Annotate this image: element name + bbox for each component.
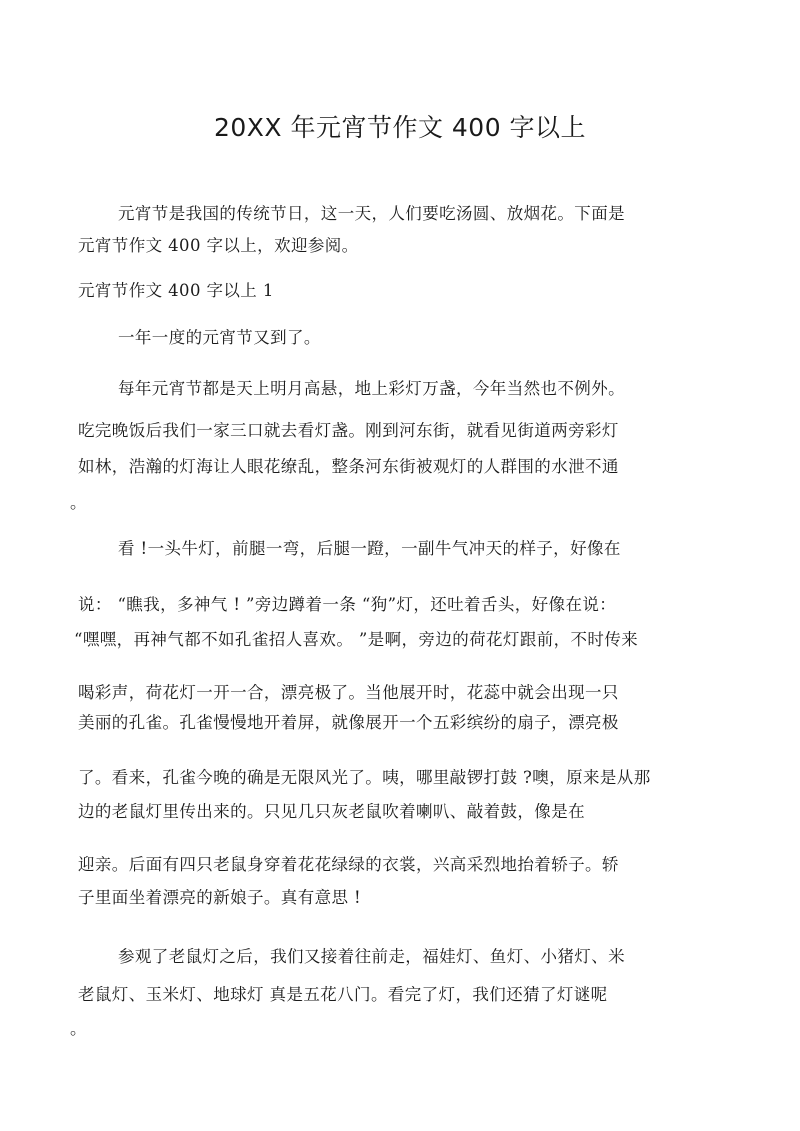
paragraph-line: 说： “瞧我，多神气 ! ”旁边蹲着一条 “狗”灯，还吐着舌头，好像在说： <box>78 595 617 614</box>
paragraph-line: 。 <box>70 1019 87 1038</box>
paragraph-line: 吃完晚饭后我们一家三口就去看灯盏。刚到河东街，就看见街道两旁彩灯 <box>78 421 619 440</box>
paragraph-line: “嘿嘿，再神气都不如孔雀招人喜欢。 ”是啊，旁边的荷花灯跟前，不时传来 <box>74 630 639 649</box>
paragraph-line: 喝彩声，荷花灯一开一合，漂亮极了。当他展开时，花蕊中就会出现一只 <box>78 683 619 702</box>
paragraph-line: 了。看来，孔雀今晚的确是无限风光了。咦，哪里敲锣打鼓 ?噢，原来是从那 <box>78 768 651 787</box>
paragraph-line: 。 <box>70 493 87 512</box>
document-title: 20XX 年元宵节作文 400 字以上 <box>213 113 587 142</box>
paragraph-line: 参观了老鼠灯之后，我们又接着往前走，福娃灯、鱼灯、小猪灯、米 <box>118 947 625 966</box>
paragraph-line: 每年元宵节都是天上明月高悬，地上彩灯万盏，今年当然也不例外。 <box>118 379 625 398</box>
paragraph-line: 一年一度的元宵节又到了。 <box>118 328 321 347</box>
paragraph-line: 美丽的孔雀。孔雀慢慢地开着屏，就像展开一个五彩缤纷的扇子，漂亮极 <box>78 713 619 732</box>
paragraph-line: 迎亲。后面有四只老鼠身穿着花花绿绿的衣裳，兴高采烈地抬着轿子。轿 <box>78 855 619 874</box>
paragraph-line: 如林，浩瀚的灯海让人眼花缭乱，整条河东街被观灯的人群围的水泄不通 <box>78 457 619 476</box>
paragraph-line: 元宵节作文 400 字以上，欢迎参阅。 <box>78 236 359 255</box>
section-heading: 元宵节作文 400 字以上 1 <box>78 281 274 300</box>
paragraph-line: 老鼠灯、玉米灯、地球灯 真是五花八门。看完了灯，我们还猜了灯谜呢 <box>78 985 608 1004</box>
paragraph-line: 元宵节是我国的传统节日，这一天，人们要吃汤圆、放烟花。下面是 <box>118 204 625 223</box>
paragraph-line: 子里面坐着漂亮的新娘子。真有意思 ! <box>78 888 362 907</box>
paragraph-line: 看 !一头牛灯，前腿一弯，后腿一蹬，一副牛气冲天的样子，好像在 <box>118 539 621 558</box>
paragraph-line: 边的老鼠灯里传出来的。只见几只灰老鼠吹着喇叭、敲着鼓，像是在 <box>78 802 585 821</box>
